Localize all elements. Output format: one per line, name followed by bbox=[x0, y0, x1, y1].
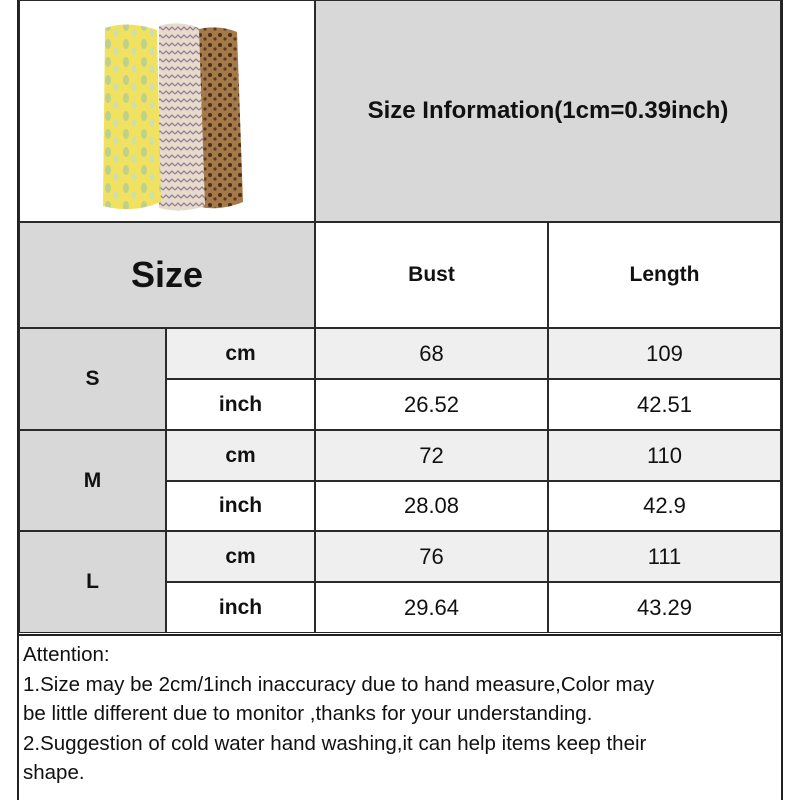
length-value: 42.51 bbox=[636, 391, 693, 417]
table-row bbox=[166, 531, 315, 582]
size-m-cell bbox=[19, 430, 166, 531]
note-line: 2.Suggestion of cold water hand washing,it can help items keep their bbox=[23, 731, 647, 755]
length-value: 42.9 bbox=[643, 493, 686, 518]
bust-value: 26.52 bbox=[403, 391, 460, 417]
size-l-label: L bbox=[86, 570, 99, 593]
unit-label: cm bbox=[225, 443, 256, 467]
size-header-label: Size bbox=[130, 254, 204, 295]
length-value-cell bbox=[548, 379, 781, 430]
length-value: 109 bbox=[646, 340, 683, 366]
size-m-label: M bbox=[83, 468, 102, 492]
bust-header-label: Bust bbox=[408, 263, 455, 286]
table-row bbox=[166, 582, 315, 633]
bust-header-cell bbox=[315, 222, 548, 328]
bust-value-cell bbox=[315, 531, 548, 582]
bust-value-cell bbox=[315, 481, 548, 531]
size-l-cell bbox=[19, 531, 166, 633]
length-header-label: Length bbox=[629, 263, 700, 286]
unit-label: cm bbox=[225, 341, 256, 365]
length-value: 111 bbox=[647, 543, 682, 569]
length-value-cell bbox=[548, 531, 781, 582]
bust-value: 68 bbox=[419, 340, 444, 366]
dress-product-image bbox=[67, 2, 267, 220]
title-cell bbox=[315, 0, 781, 222]
note-line: shape. bbox=[23, 761, 85, 784]
unit-label: inch bbox=[218, 392, 263, 416]
bust-value: 76 bbox=[419, 543, 444, 569]
product-image-cell bbox=[19, 0, 315, 222]
bust-value: 28.08 bbox=[403, 493, 460, 518]
size-s-cell bbox=[19, 328, 166, 430]
table-row bbox=[166, 328, 315, 379]
size-s-label: S bbox=[85, 367, 100, 390]
table-row bbox=[166, 379, 315, 430]
length-header-cell bbox=[548, 222, 781, 328]
note-line: be little different due to monitor ,thanks for your understanding. bbox=[23, 702, 593, 725]
length-value-cell bbox=[548, 328, 781, 379]
unit-label: inch bbox=[218, 494, 263, 517]
length-value-cell bbox=[548, 582, 781, 633]
table-row bbox=[166, 430, 315, 481]
length-value-cell bbox=[548, 481, 781, 531]
size-information-title: Size Information(1cm=0.39inch) bbox=[367, 97, 729, 124]
bust-value: 72 bbox=[419, 442, 444, 468]
unit-label: cm bbox=[225, 544, 256, 568]
length-value-cell bbox=[548, 430, 781, 481]
length-value: 43.29 bbox=[636, 594, 693, 620]
unit-label: inch bbox=[218, 595, 263, 619]
attention-heading: Attention: bbox=[23, 643, 110, 666]
bust-value-cell bbox=[315, 430, 548, 481]
attention-notes bbox=[19, 634, 781, 800]
bust-value-cell bbox=[315, 379, 548, 430]
size-header-cell bbox=[19, 222, 315, 328]
note-line: 1.Size may be 2cm/1inch inaccuracy due to hand measure,Color may bbox=[23, 672, 655, 696]
bust-value: 29.64 bbox=[403, 594, 460, 620]
floral-dress-shape bbox=[103, 24, 161, 209]
bust-value-cell bbox=[315, 582, 548, 633]
table-row bbox=[166, 481, 315, 531]
length-value: 110 bbox=[646, 442, 683, 468]
bust-value-cell bbox=[315, 328, 548, 379]
zigzag-dress-shape bbox=[159, 23, 205, 210]
